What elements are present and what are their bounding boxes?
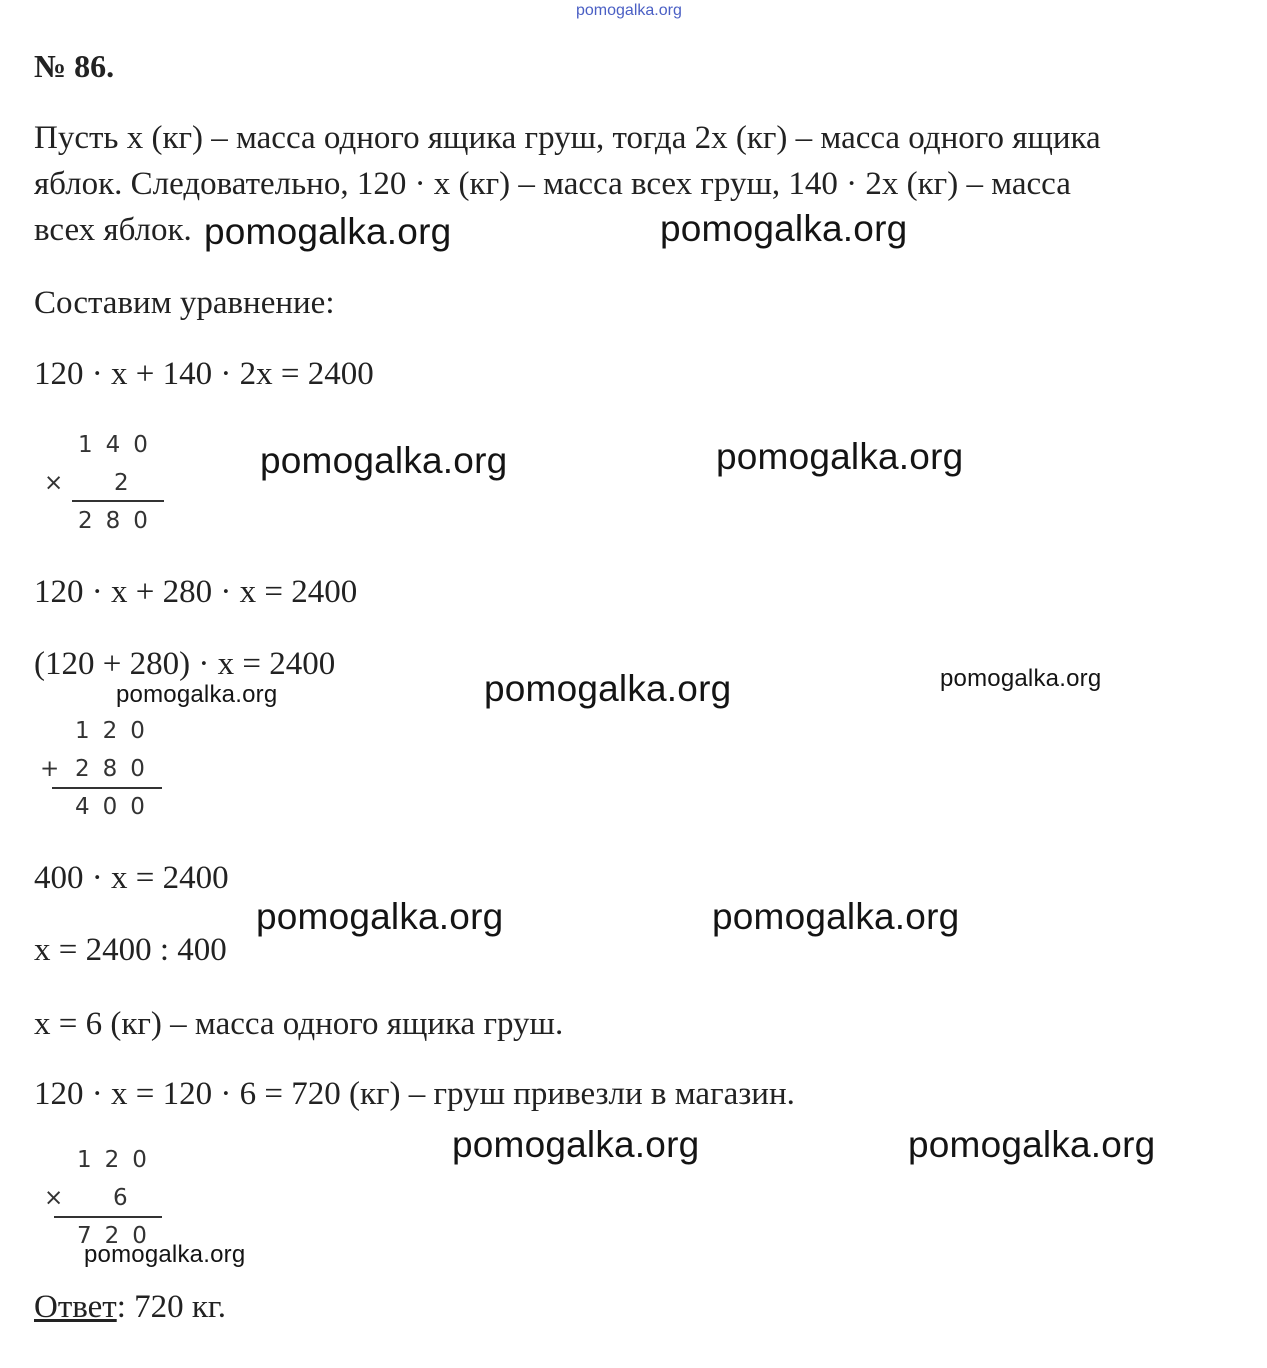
watermark: pomogalka.org bbox=[260, 440, 508, 481]
multiply-sign: × bbox=[44, 470, 64, 496]
multiply-sign: × bbox=[44, 1185, 64, 1211]
answer-value: : 720 кг. bbox=[116, 1289, 226, 1325]
watermark: pomogalka.org bbox=[484, 668, 732, 709]
calc1-top: 140 bbox=[78, 432, 161, 458]
equation-5: х = 2400 : 400 bbox=[34, 932, 227, 968]
calc2-top: 120 bbox=[75, 718, 158, 744]
calc2-addend: 280 bbox=[75, 756, 158, 782]
equation-2: 120 · х + 280 · х = 2400 bbox=[34, 574, 358, 610]
watermark: pomogalka.org bbox=[84, 1241, 246, 1268]
calc1-multiplier: 2 bbox=[114, 470, 142, 496]
watermark: pomogalka.org bbox=[116, 681, 278, 708]
watermark: pomogalka.org bbox=[452, 1124, 700, 1165]
column-multiplication-1 bbox=[40, 426, 180, 542]
column-multiplication-2 bbox=[40, 1141, 180, 1257]
intro-line-1: Пусть х (кг) – масса одного ящика груш, тогда 2х (кг) – масса одного ящика bbox=[34, 120, 1101, 156]
equation-7: 120 · х = 120 · 6 = 720 (кг) – груш привезли в магазин. bbox=[34, 1076, 795, 1112]
watermark: pomogalka.org bbox=[204, 211, 452, 252]
calc3-result: 720 bbox=[77, 1223, 160, 1249]
problem-number: № 86. bbox=[34, 48, 115, 84]
answer-line bbox=[34, 1287, 226, 1327]
top-watermark: pomogalka.org bbox=[576, 2, 682, 19]
watermark: pomogalka.org bbox=[908, 1124, 1156, 1165]
equation-3: (120 + 280) · х = 2400 bbox=[34, 646, 336, 682]
intro-line-3: всех яблок. bbox=[34, 212, 192, 248]
intro-line-2: яблок. Следовательно, 120 · х (кг) – масса всех груш, 140 · 2х (кг) – масса bbox=[34, 166, 1071, 202]
calc3-top: 120 bbox=[77, 1147, 160, 1173]
watermark: pomogalka.org bbox=[660, 208, 908, 249]
equation-6: х = 6 (кг) – масса одного ящика груш. bbox=[34, 1006, 564, 1042]
column-addition bbox=[38, 712, 178, 828]
watermark: pomogalka.org bbox=[256, 896, 504, 937]
calc3-multiplier: 6 bbox=[113, 1185, 141, 1211]
watermark: pomogalka.org bbox=[712, 896, 960, 937]
compose-heading: Составим уравнение: bbox=[34, 285, 335, 321]
watermark: pomogalka.org bbox=[716, 436, 964, 477]
watermark: pomogalka.org bbox=[940, 665, 1102, 692]
plus-sign: + bbox=[40, 756, 60, 782]
calc1-result: 280 bbox=[78, 508, 161, 534]
calc2-result: 400 bbox=[75, 794, 158, 820]
answer-label: Ответ bbox=[34, 1289, 117, 1325]
equation-1: 120 · х + 140 · 2х = 2400 bbox=[34, 356, 374, 392]
equation-4: 400 · х = 2400 bbox=[34, 860, 229, 896]
